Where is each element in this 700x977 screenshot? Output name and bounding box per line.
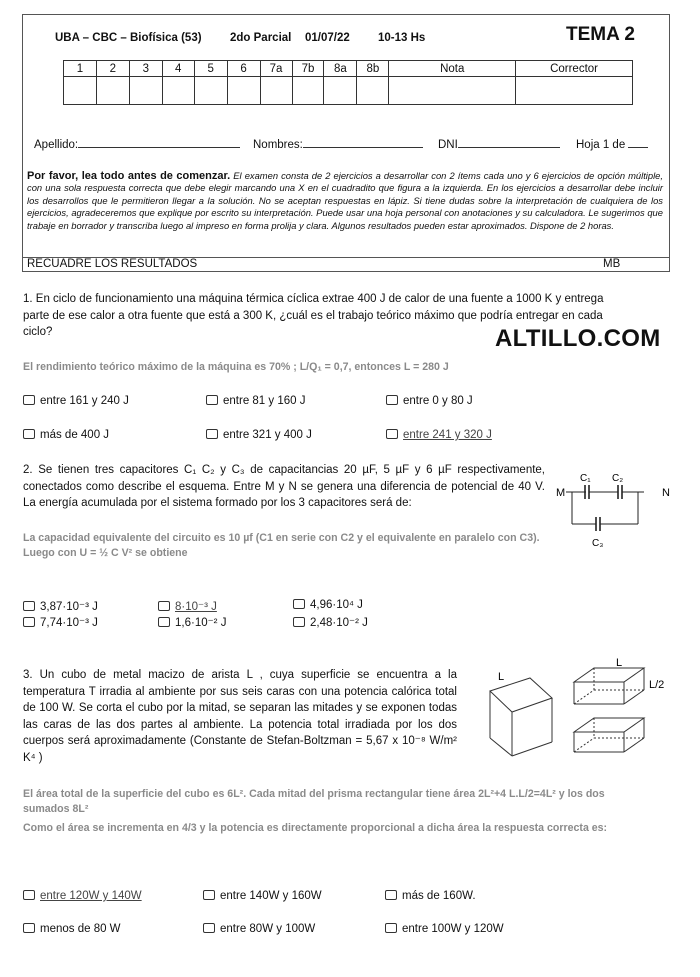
- grade-cell[interactable]: [292, 77, 324, 105]
- q2-option[interactable]: [23, 615, 98, 629]
- checkbox-icon[interactable]: [23, 395, 35, 405]
- exam-date: 01/07/22: [305, 32, 350, 44]
- q3-option[interactable]: [203, 923, 315, 935]
- q2-option-label: 1,6·10⁻² J: [175, 617, 227, 629]
- q1-option-label: entre 321 y 400 J: [223, 429, 312, 441]
- apellido-line[interactable]: [78, 137, 240, 148]
- exam-name: 2do Parcial: [230, 32, 292, 44]
- q1-option[interactable]: [23, 395, 129, 407]
- q3-option-label: entre 140W y 160W: [220, 890, 322, 902]
- hoja-field[interactable]: [576, 137, 648, 151]
- checkbox-icon[interactable]: [158, 617, 170, 627]
- grid-col-3: 3: [129, 61, 162, 77]
- grid-col-2: 2: [96, 61, 129, 77]
- hoja-line[interactable]: [628, 137, 648, 148]
- grade-cell[interactable]: [194, 77, 227, 105]
- q2-option-label: 3,87·10⁻³ J: [40, 601, 98, 613]
- watermark: ALTILLO.COM: [495, 325, 661, 352]
- checkbox-icon[interactable]: [23, 429, 35, 439]
- q2-option-label: 4,96·10⁴ J: [310, 599, 363, 611]
- grid-col-nota: Nota: [389, 61, 516, 77]
- dni-label: DNI: [438, 139, 458, 151]
- hoja-label: Hoja 1 de: [576, 139, 626, 151]
- q1-option[interactable]: [206, 429, 312, 441]
- checkbox-icon[interactable]: [385, 890, 397, 900]
- grid-col-7b: 7b: [292, 61, 324, 77]
- q2-option-correct[interactable]: [158, 599, 217, 613]
- q1-option-correct[interactable]: [386, 429, 492, 441]
- exam-time: 10-13 Hs: [378, 32, 426, 44]
- prism-length-label: L: [616, 657, 623, 669]
- grade-cell[interactable]: [96, 77, 129, 105]
- q1-option[interactable]: [386, 395, 473, 407]
- q1-option-label: más de 400 J: [40, 429, 110, 441]
- instructions-lead: Por favor, lea todo antes de comenzar.: [27, 170, 231, 182]
- c2-label: C₂: [612, 473, 624, 484]
- q2-option[interactable]: [158, 615, 226, 629]
- grade-cell[interactable]: [324, 77, 357, 105]
- q3-option-label: más de 160W.: [402, 890, 476, 902]
- nombres-label: Nombres:: [253, 139, 303, 151]
- course-name: UBA – CBC – Biofísica (53): [55, 32, 202, 44]
- q3-text: 3. Un cubo de metal macizo de arista L , cuya superficie se encuentra a la temperatura T irradia al ambiente por sus seis caras con una potencia calórica total de 100 W. Se corta el cubo por la mitad, se separan las mitades y se exponen todas las caras de las dos partes al ambiente. La potencia total irradiada por los dos cuerpos será aproximadamente (Constante de Stefan-Boltzman = 5,67 x 10⁻⁸ W/m² K⁴ ): [23, 669, 457, 764]
- nombres-field[interactable]: [253, 137, 423, 151]
- checkbox-icon[interactable]: [23, 923, 35, 933]
- q3-option[interactable]: [23, 923, 121, 935]
- node-n-label: N: [662, 487, 670, 499]
- grid-col-7a: 7a: [260, 61, 292, 77]
- q1-text: 1. En ciclo de funcionamiento una máquina térmica cíclica extrae 400 J de calor de una fuente a 1000 K y entrega parte de ese calor a otra fuente que está a 300 K, ¿cuál es el trabajo teórico máximo que podría entregar en cada ciclo?: [23, 293, 604, 338]
- recuadre-label: RECUADRE LOS RESULTADOS: [27, 258, 198, 270]
- node-m-label: M: [556, 487, 566, 499]
- q2-option[interactable]: [293, 615, 368, 629]
- q1-option-label: entre 81 y 160 J: [223, 395, 306, 407]
- grade-cell[interactable]: [260, 77, 292, 105]
- grid-col-corrector: Corrector: [516, 61, 633, 77]
- nombres-line[interactable]: [303, 137, 423, 148]
- q2-option-label: 8·10⁻³ J: [175, 601, 217, 613]
- checkbox-icon[interactable]: [203, 890, 215, 900]
- q1-option-label: entre 0 y 80 J: [403, 395, 473, 407]
- corrector-cell[interactable]: [516, 77, 633, 105]
- grid-col-6: 6: [227, 61, 260, 77]
- checkbox-icon[interactable]: [206, 395, 218, 405]
- prism-height-label: L/2: [649, 679, 665, 691]
- grade-grid: [63, 60, 633, 105]
- checkbox-icon[interactable]: [23, 617, 35, 627]
- grade-cell[interactable]: [64, 77, 97, 105]
- grid-col-8a: 8a: [324, 61, 357, 77]
- checkbox-icon[interactable]: [386, 429, 398, 439]
- capacitor-circuit-diagram: [552, 470, 682, 550]
- q3-option-label: entre 100W y 120W: [402, 923, 504, 935]
- q3-option-correct[interactable]: [23, 890, 142, 902]
- q3-answer-1: El área total de la superficie del cubo es 6L². Cada mitad del prisma rectangular tiene área 2L²+4 L.L/2=4L² y los dos sumados 8L²: [23, 788, 605, 815]
- grid-col-1: 1: [64, 61, 97, 77]
- grade-cell[interactable]: [162, 77, 194, 105]
- checkbox-icon[interactable]: [293, 617, 305, 627]
- checkbox-icon[interactable]: [23, 601, 35, 611]
- q1-option-label: entre 161 y 240 J: [40, 395, 129, 407]
- apellido-field[interactable]: [34, 137, 240, 151]
- dni-field[interactable]: [438, 137, 560, 151]
- grade-cell[interactable]: [129, 77, 162, 105]
- grade-cell[interactable]: [357, 77, 389, 105]
- grid-col-8b: 8b: [357, 61, 389, 77]
- q3-option[interactable]: [385, 923, 504, 935]
- q2-option[interactable]: [23, 599, 98, 613]
- q3-option[interactable]: [385, 890, 476, 902]
- q3-option-label: entre 120W y 140W: [40, 890, 142, 902]
- cube-edge-label: L: [498, 671, 505, 683]
- q3-answer-2: Como el área se incrementa en 4/3 y la potencia es directamente proporcional a dicha área la respuesta correcta es:: [23, 822, 608, 834]
- q2-option-label: 7,74·10⁻³ J: [40, 617, 98, 629]
- grid-col-4: 4: [162, 61, 194, 77]
- q2-option[interactable]: [293, 599, 363, 611]
- q1-option-label: entre 241 y 320 J: [403, 429, 492, 441]
- grid-col-5: 5: [194, 61, 227, 77]
- q1-option[interactable]: [206, 395, 305, 407]
- q2-option-label: 2,48·10⁻² J: [310, 617, 368, 629]
- checkbox-icon[interactable]: [23, 890, 35, 900]
- tema-label: TEMA 2: [566, 24, 635, 45]
- dni-line[interactable]: [458, 137, 560, 148]
- cube-and-prisms-diagram: [478, 656, 683, 761]
- mb-label: MB: [603, 258, 621, 270]
- checkbox-icon[interactable]: [158, 601, 170, 611]
- q3-option-label: menos de 80 W: [40, 923, 121, 935]
- checkbox-icon[interactable]: [293, 599, 305, 609]
- nota-cell[interactable]: [389, 77, 516, 105]
- checkbox-icon[interactable]: [203, 923, 215, 933]
- grade-cell[interactable]: [227, 77, 260, 105]
- checkbox-icon[interactable]: [386, 395, 398, 405]
- checkbox-icon[interactable]: [206, 429, 218, 439]
- apellido-label: Apellido:: [34, 139, 79, 151]
- instructions-body: El examen consta de 2 ejercicios a desarrollar con 2 ítems cada uno y 6 ejercicios de opción múltiple, con una sola respuesta correcta que debe elegir marcando una X en el cuadradito que figura a la izquierda. En los ejercicios a desarrollar debe incluir los desarrollos que le permitieron llegar a la solución. No se aceptan respuestas en lápiz. Si tiene dudas sobre la interpretación de cualquiera de los ejercicios, agradeceremos que explique por escrito su interpretación. Puede usar una hoja personal con anotaciones y su calculadora. Le sugerimos que trabaje en borrador y transcriba luego al impreso en forma prolija y clara. Algunos resultados pueden estar aproximados. Dispone de 2 horas.: [27, 170, 664, 231]
- q2-answer: La capacidad equivalente del circuito es 10 µf (C1 en serie con C2 y el equivalente en paralelo con C3). Luego con U = ½ C V² se obtiene: [23, 532, 540, 559]
- q1-option[interactable]: [23, 429, 109, 441]
- q2-text: 2. Se tienen tres capacitores C₁ C₂ y C₃ de capacitancias 20 µF, 5 µF y 6 µF respectivamente, conectados como describe el esquema. Entre M y N se genera una diferencia de potencial de 40 V. La energía acumulada por el sistema formado por los 3 capacitores será de:: [23, 464, 545, 509]
- q3-option-label: entre 80W y 100W: [220, 923, 316, 935]
- q1-answer: El rendimiento teórico máximo de la máquina es 70% ; L/Q₁ = 0,7, entonces L = 280 J: [23, 361, 449, 373]
- c3-label: C₃: [592, 538, 604, 549]
- c1-label: C₁: [580, 473, 591, 484]
- instructions: [27, 170, 663, 232]
- q3-option[interactable]: [203, 890, 322, 902]
- checkbox-icon[interactable]: [385, 923, 397, 933]
